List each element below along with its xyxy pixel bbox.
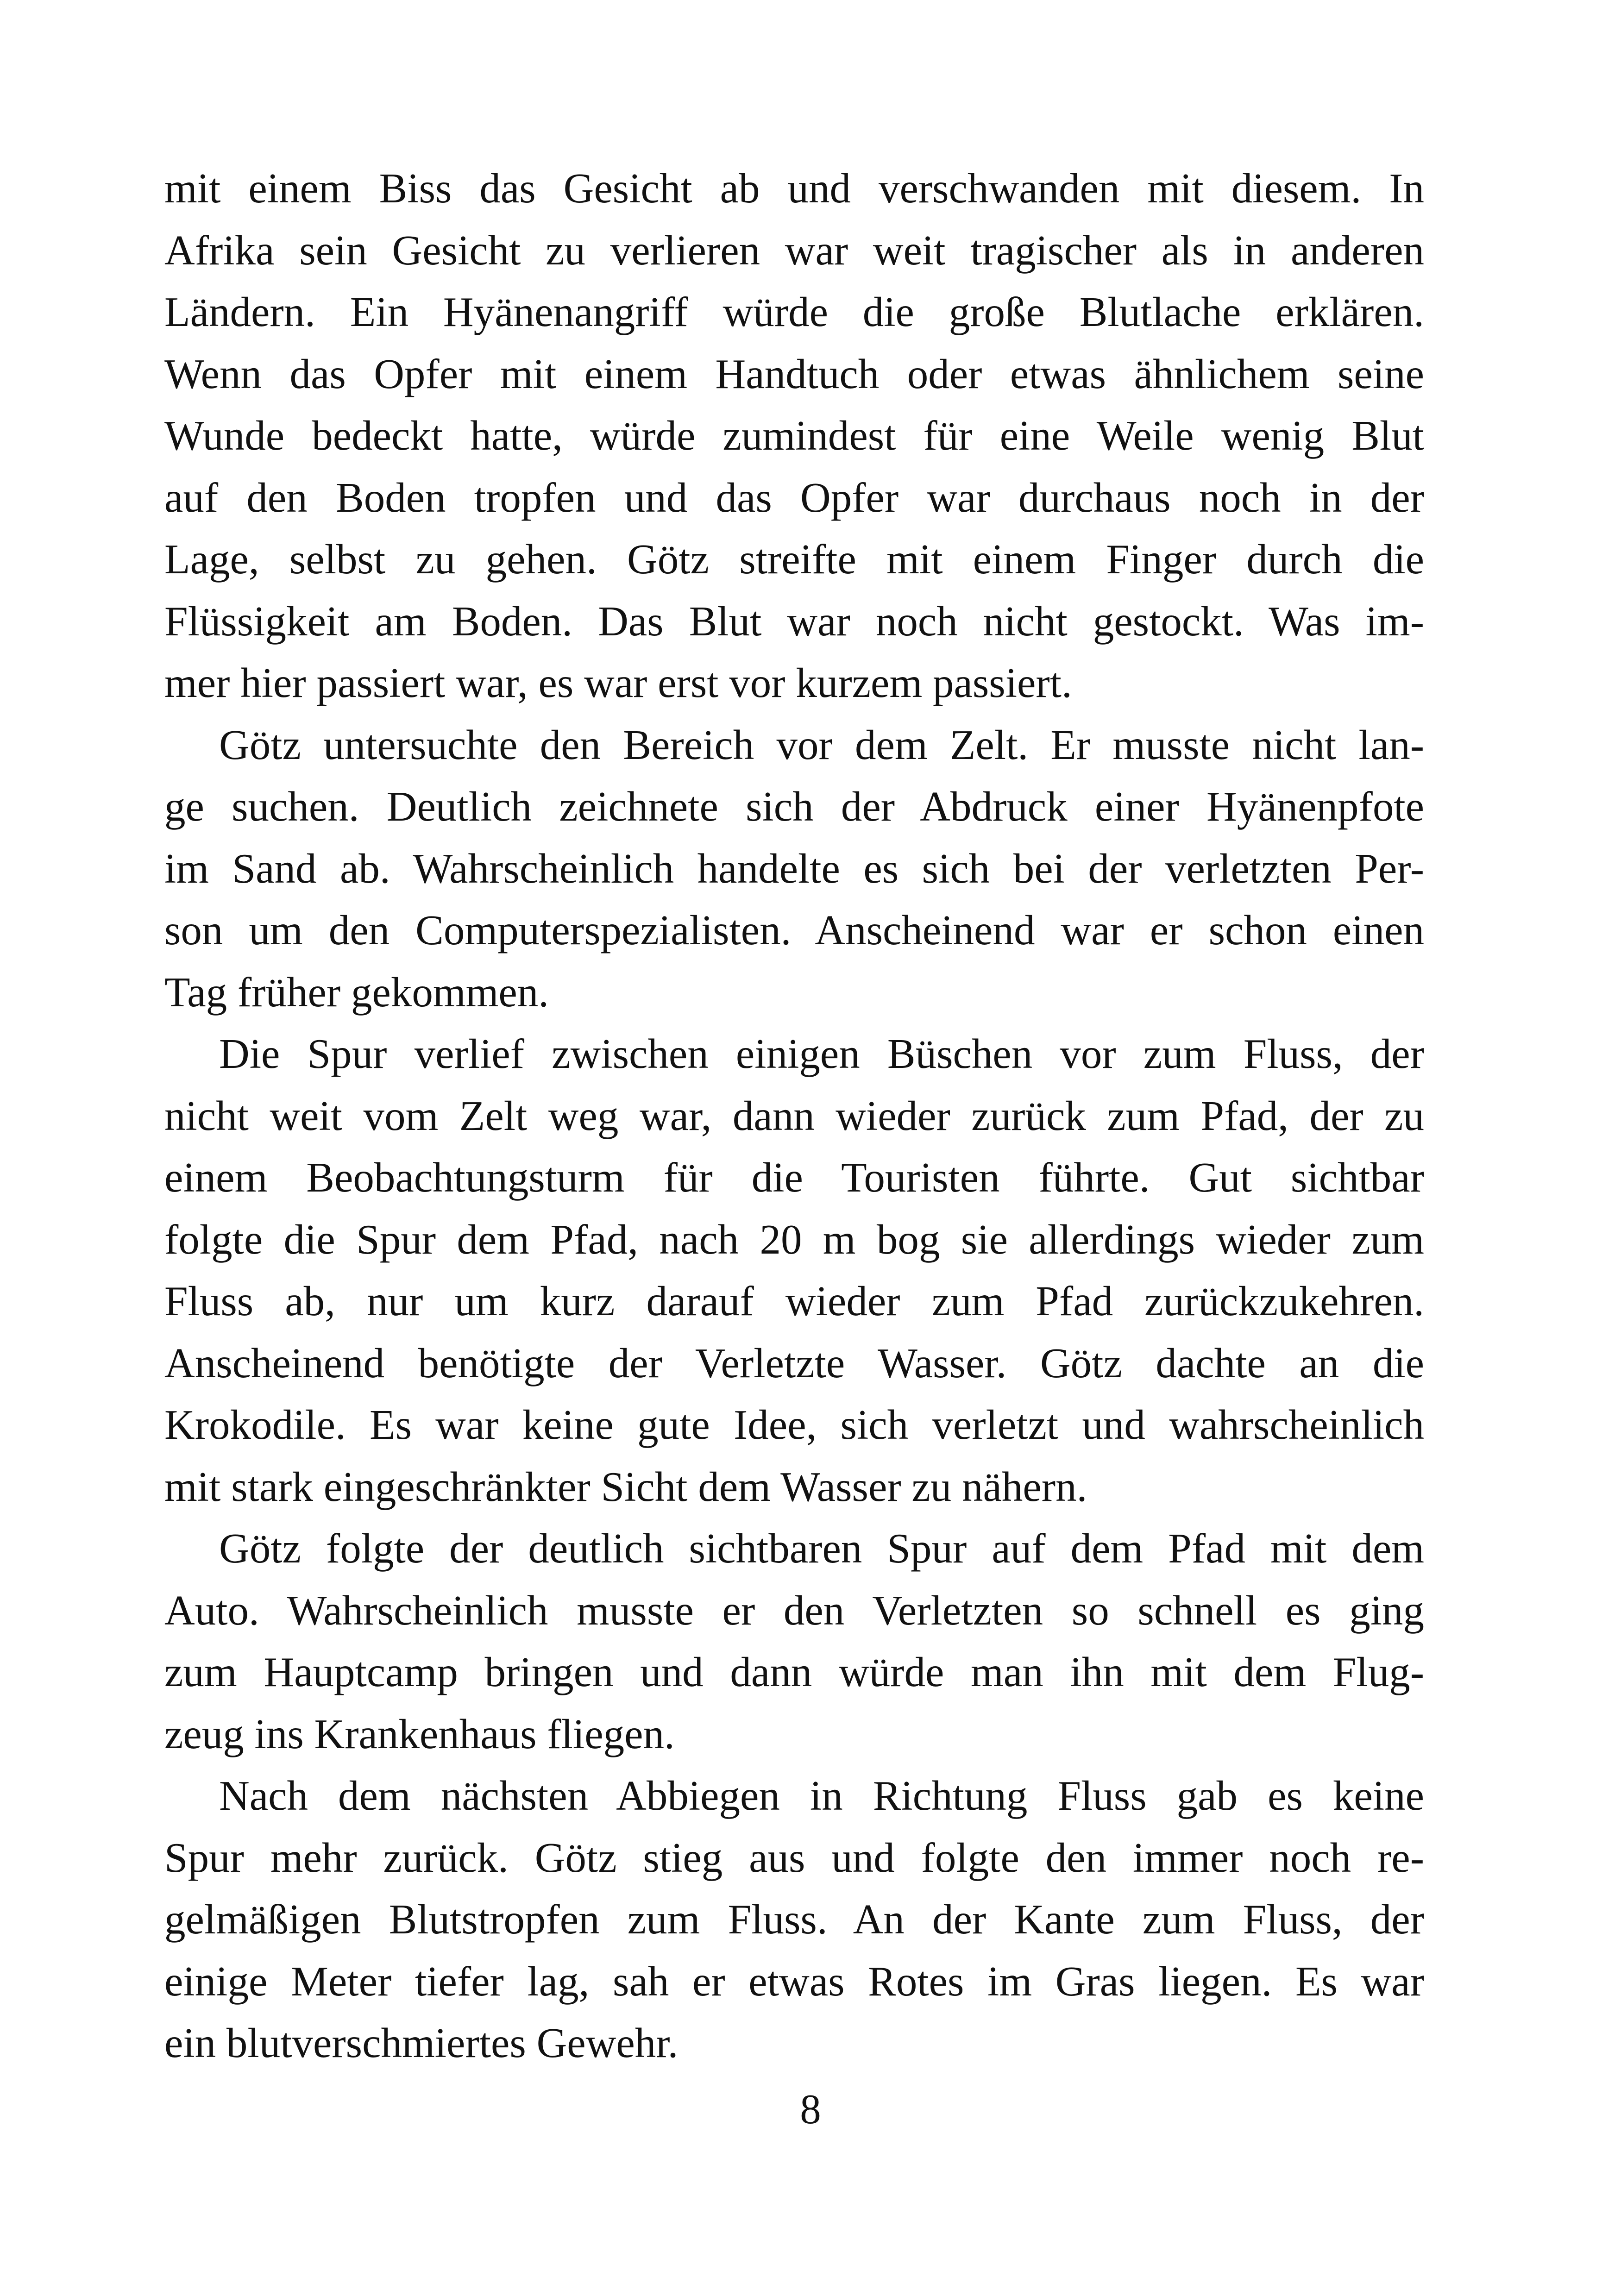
- text-line: Wenn das Opfer mit einem Handtuch oder etwas ähnlichem seine: [164, 350, 1424, 397]
- text-line: Götz folgte der deutlich sichtbaren Spur auf dem Pfad mit dem: [219, 1525, 1424, 1572]
- text-line: Flüssigkeit am Boden. Das Blut war noch nicht gestockt. Was im-: [164, 597, 1424, 645]
- text-line: Die Spur verlief zwischen einigen Büschen vor zum Fluss, der: [219, 1030, 1424, 1077]
- text-line: Anscheinend benötigte der Verletzte Wasser. Götz dachte an die: [164, 1339, 1424, 1386]
- text-line: zeug ins Krankenhaus fliegen.: [164, 1710, 675, 1757]
- text-line: Tag früher gekommen.: [164, 968, 549, 1016]
- text-line: Krokodile. Es war keine gute Idee, sich verletzt und wahrscheinlich: [164, 1401, 1424, 1448]
- text-line: Lage, selbst zu gehen. Götz streifte mit einem Finger durch die: [164, 536, 1424, 583]
- text-line: Nach dem nächsten Abbiegen in Richtung Fluss gab es keine: [219, 1772, 1424, 1819]
- text-line: Auto. Wahrscheinlich musste er den Verletzten so schnell es ging: [164, 1587, 1424, 1634]
- text-line: im Sand ab. Wahrscheinlich handelte es sich bei der verletzten Per-: [164, 845, 1424, 892]
- text-line: mit stark eingeschränkter Sicht dem Wasser zu nähern.: [164, 1463, 1087, 1510]
- text-line: Götz untersuchte den Bereich vor dem Zelt. Er musste nicht lan-: [219, 721, 1424, 768]
- text-line: folgte die Spur dem Pfad, nach 20 m bog sie allerdings wieder zum: [164, 1216, 1424, 1263]
- text-line: einige Meter tiefer lag, sah er etwas Rotes im Gras liegen. Es war: [164, 1957, 1424, 2005]
- text-line: nicht weit vom Zelt weg war, dann wieder zurück zum Pfad, der zu: [164, 1092, 1424, 1139]
- text-line: einem Beobachtungsturm für die Touristen führte. Gut sichtbar: [164, 1154, 1424, 1201]
- text-line: gelmäßigen Blutstropfen zum Fluss. An der Kante zum Fluss, der: [164, 1896, 1424, 1943]
- text-line: Ländern. Ein Hyänenangriff würde die große Blutlache erklären.: [164, 289, 1424, 335]
- text-line: ein blutverschmiertes Gewehr.: [164, 2020, 679, 2066]
- text-line: Afrika sein Gesicht zu verlieren war weit tragischer als in anderen: [164, 226, 1424, 274]
- text-line: Wunde bedeckt hatte, würde zumindest für eine Weile wenig Blut: [164, 412, 1424, 459]
- text-line: son um den Computerspezialisten. Anscheinend war er schon einen: [164, 907, 1424, 954]
- text-line: zum Hauptcamp bringen und dann würde man ihn mit dem Flug-: [164, 1649, 1424, 1695]
- text-line: mer hier passiert war, es war erst vor kurzem passiert.: [164, 659, 1072, 706]
- text-line: mit einem Biss das Gesicht ab und verschwanden mit diesem. In: [164, 165, 1424, 212]
- text-line: Spur mehr zurück. Götz stieg aus und folgte den immer noch re-: [164, 1834, 1424, 1881]
- text-line: auf den Boden tropfen und das Opfer war durchaus noch in der: [164, 474, 1424, 521]
- text-line: ge suchen. Deutlich zeichnete sich der Abdruck einer Hyänenpfote: [164, 783, 1424, 830]
- page-number: 8: [800, 2086, 821, 2133]
- text-line: Fluss ab, nur um kurz darauf wieder zum Pfad zurückzukehren.: [164, 1278, 1424, 1324]
- body-text: [164, 157, 1424, 2074]
